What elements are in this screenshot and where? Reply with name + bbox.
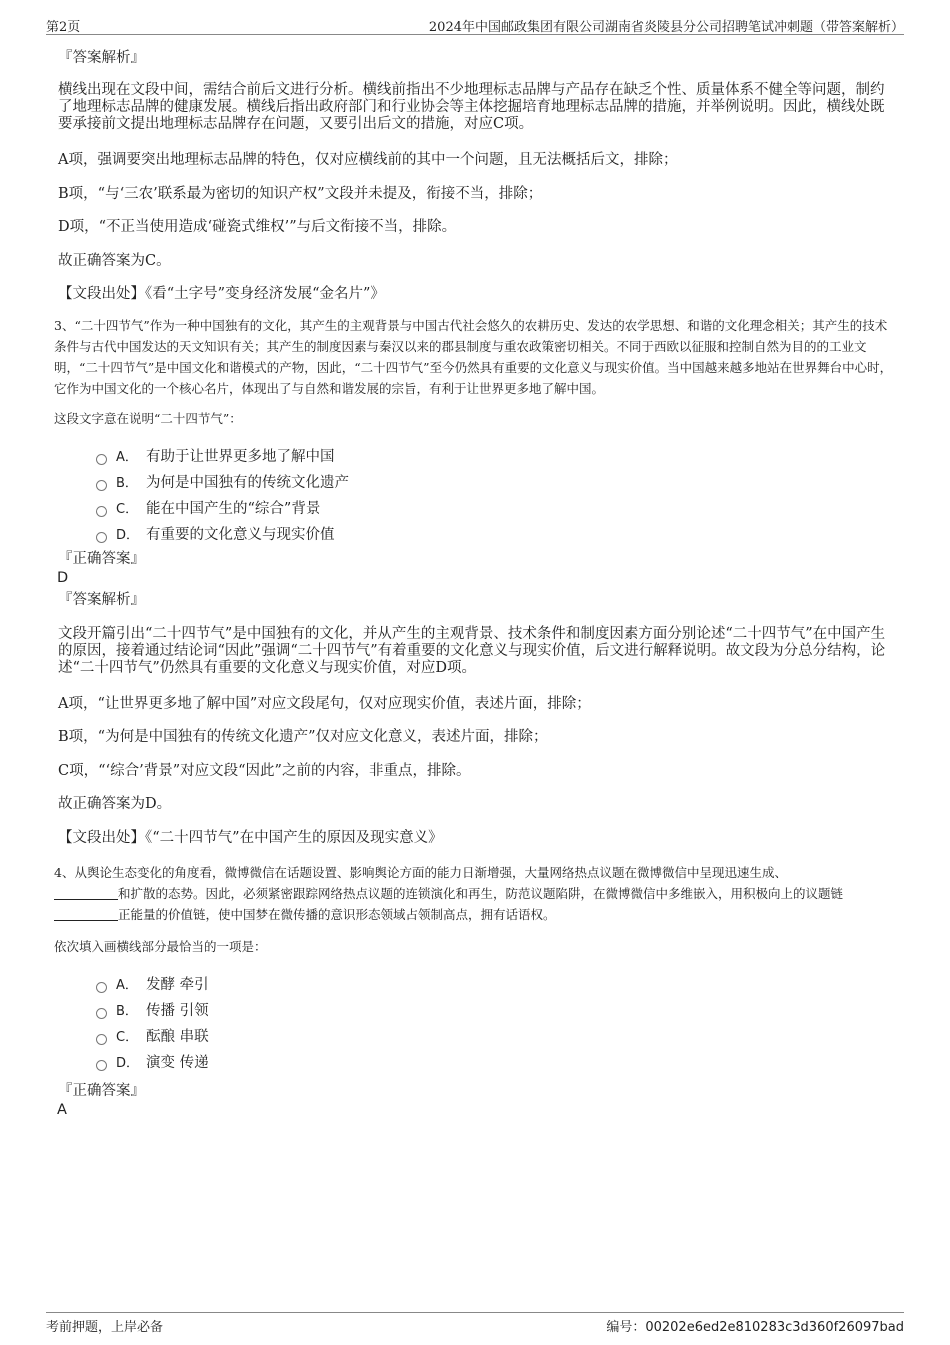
q2-analysis-label: 『答案解析』 [58,50,145,66]
q3-stem: 3、“二十四节气”作为一种中国独有的文化，其产生的主观背景与中国古代社会悠久的农耕历史、发达的农学思想、和谐的文化理念相关；其产生的技术条件与古代中国发达的天文知识有关；其产生的制度因素与秦汉以来的郡县制度与重农政策密切相关。不同于西欧以征服和控制自然为目的的工业文明，“二十四节气”是中国文化和谐模式的产物，因此，“二十四节气”至今仍然具有重要的文化意义与现实价值。当中国越来越多地站在世界舞台中心时，它作为中国文化的一个核心名片，体现出了与自然和谐发展的宗旨，有利于让世界更多地了解中国。 [54,318,893,396]
radio-icon[interactable] [96,982,107,993]
q3-analysis-option-c: C项，“‘综合’背景”对应文段“因此”之前的内容，非重点，排除。 [58,763,471,779]
q3-answer-label: 『正确答案』 [58,551,145,567]
q3-analysis-option-b: B项，“为何是中国独有的传统文化遗产”仅对应文化意义，表述片面，排除； [58,729,548,745]
q4-option-b[interactable]: B． 传播 引领 [96,999,209,1019]
q4-answer: A [57,1102,67,1118]
radio-icon[interactable] [96,532,107,543]
q2-conclusion: 故正确答案为C。 [58,253,171,269]
q3-source: 【文段出处】《“二十四节气”在中国产生的原因及现实意义》 [58,830,443,846]
answer-blank [54,908,118,921]
q4-answer-label: 『正确答案』 [58,1083,145,1099]
q3-analysis-p1: 文段开篇引出“二十四节气”是中国独有的文化，并从产生的主观背景、技术条件和制度因素方面分别论述“二十四节气”在中国产生的原因，接着通过结论词“因此”强调“二十四节气”有着重要的文化意义与现实价值，后文进行解释说明。故文段为分总分结构，论述“二十四节气”仍然具有重要的文化意义与现实价值，对应D项。 [58,626,886,676]
document-id: 编号：00202e6ed2e810283c3d360f26097bad [606,1320,904,1335]
page-footer [46,1312,904,1335]
q3-analysis-option-a: A项，“让世界更多地了解中国”对应文段尾句，仅对应现实价值，表述片面，排除； [58,696,591,712]
q4-stem-line-2: 和扩散的态势。因此，必须紧密跟踪网络热点议题的连锁演化和再生，防范议题陷阱，在微博微信中多维嵌入，用积极向上的议题链 [54,883,898,904]
q2-analysis-option-d: D项，“不正当使用造成‘碰瓷式维权’”与后文衔接不当，排除。 [58,219,457,235]
radio-icon[interactable] [96,1034,107,1045]
q2-analysis-option-b: B项，“与‘三农’联系最为密切的知识产权”文段并未提及，衔接不当，排除； [58,186,543,202]
q3-option-a[interactable]: A． 有助于让世界更多地了解中国 [96,445,335,465]
footer-slogan: 考前押题，上岸必备 [46,1320,164,1335]
radio-icon[interactable] [96,454,107,465]
q4-option-c[interactable]: C． 酝酿 串联 [96,1025,209,1045]
q3-option-c[interactable]: C． 能在中国产生的“综合”背景 [96,497,320,517]
q4-stem-line-3: 正能量的价值链，使中国梦在微传播的意识形态领域占领制高点，拥有话语权。 [54,904,898,925]
radio-icon[interactable] [96,480,107,491]
q4-question: 依次填入画横线部分最恰当的一项是： [54,939,267,954]
q2-analysis-p1: 横线出现在文段中间，需结合前后文进行分析。横线前指出不少地理标志品牌与产品存在缺乏个性、质量体系不健全等问题，制约了地理标志品牌的健康发展。横线后指出政府部门和行业协会等主体挖掘培育地理标志品牌的措施，并举例说明。因此，横线处既要承接前文提出地理标志品牌存在问题，又要引出后文的措施，对应C项。 [58,82,885,132]
page-number: 第2页 [46,20,81,35]
radio-icon[interactable] [96,506,107,517]
radio-icon[interactable] [96,1008,107,1019]
q3-answer: D [57,570,69,586]
q4-option-a[interactable]: A． 发酵 牵引 [96,973,209,993]
radio-icon[interactable] [96,1060,107,1071]
q2-source: 【文段出处】《看“土字号”变身经济发展“金名片”》 [58,286,385,302]
document-title: 2024年中国邮政集团有限公司湖南省炎陵县分公司招聘笔试冲刺题（带答案解析） [428,20,904,35]
q4-stem [54,862,898,925]
q3-conclusion: 故正确答案为D。 [58,796,172,812]
q4-stem-line-1: 4、从舆论生态变化的角度看，微博微信在话题设置、影响舆论方面的能力日渐增强，大量网络热点议题在微博微信中呈现迅速生成、 [54,865,787,880]
q3-option-d[interactable]: D． 有重要的文化意义与现实价值 [96,523,335,543]
q3-option-b[interactable]: B． 为何是中国独有的传统文化遗产 [96,471,349,491]
answer-blank [54,887,118,900]
q3-question: 这段文字意在说明“二十四节气”： [54,411,242,426]
q3-analysis-label: 『答案解析』 [58,592,145,608]
page-header [46,14,904,35]
q2-analysis-option-a: A项，强调要突出地理标志品牌的特色，仅对应横线前的其中一个问题，且无法概括后文，排除； [58,152,678,168]
q4-option-d[interactable]: D． 演变 传递 [96,1051,209,1071]
